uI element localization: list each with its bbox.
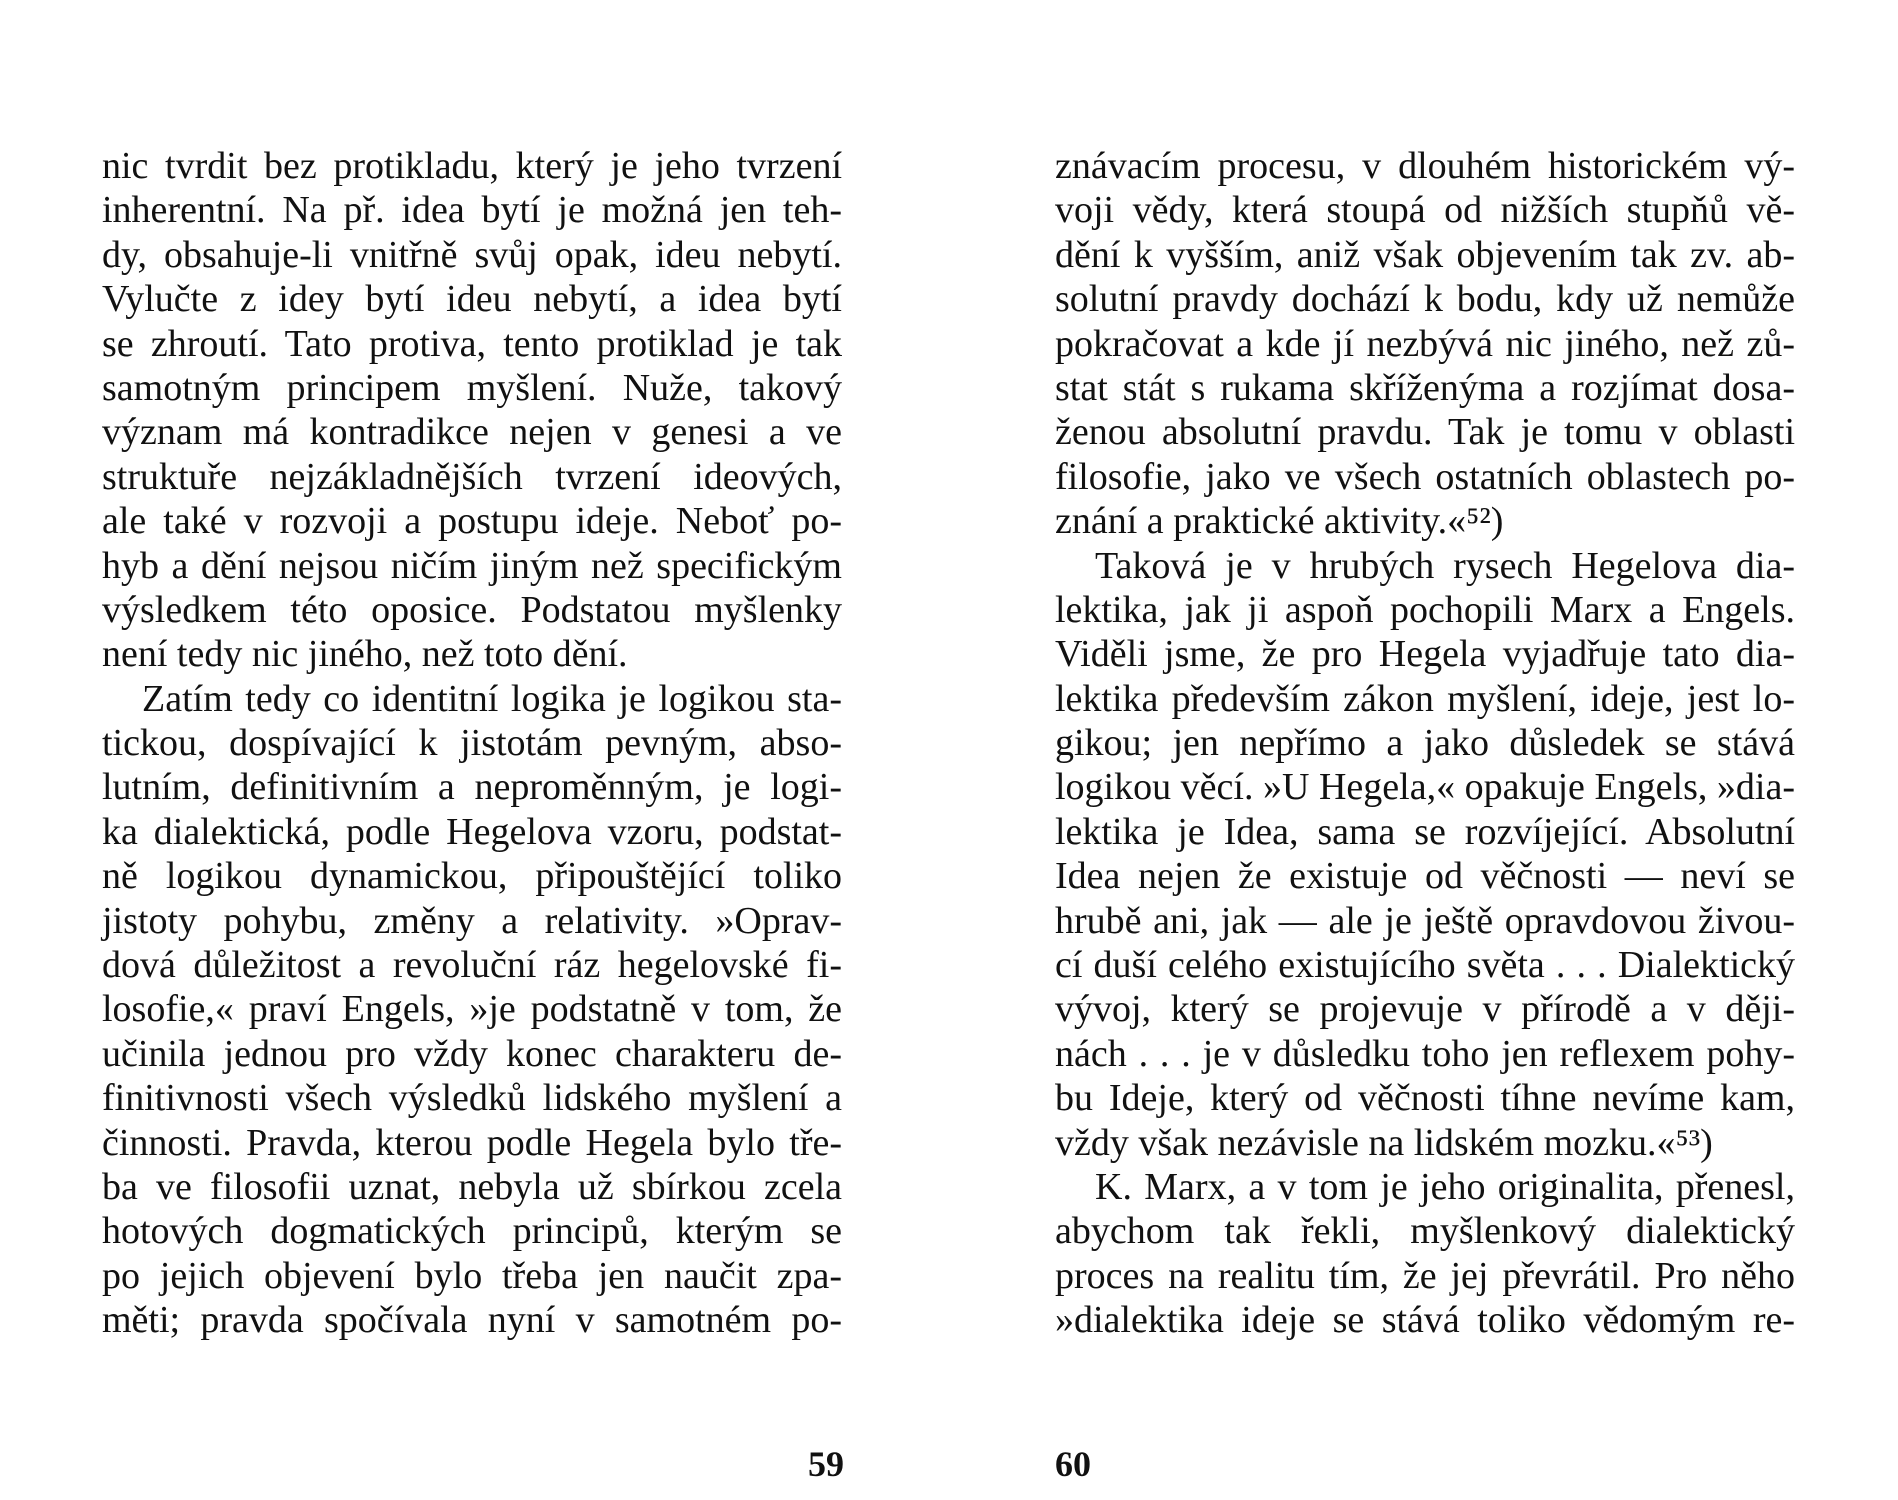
text-line: K. Marx, a v tom je jeho originalita, přenesl,	[1095, 1165, 1795, 1208]
text-line: voji vědy, která stoupá od nižších stupňů vě-	[1055, 189, 1795, 232]
text-line: dění k vyšším, aniž však objevením tak zv. ab-	[1055, 233, 1795, 276]
text-line: není tedy nic jiného, než toto dění.	[102, 633, 628, 676]
text-line: ně logikou dynamickou, připouštějící toliko	[102, 855, 842, 898]
text-line: samotným principem myšlení. Nuže, takový	[102, 366, 842, 409]
text-line: pokračovat a kde jí nezbývá nic jiného, než zů-	[1055, 322, 1795, 365]
text-line: losofie,« praví Engels, »je podstatně v tom, že	[102, 988, 842, 1031]
page-number-right: 60	[1055, 1444, 1091, 1484]
text-line: inherentní. Na př. idea bytí je možná jen teh-	[102, 189, 842, 232]
text-line: Taková je v hrubých rysech Hegelova dia-	[1095, 544, 1795, 587]
text-line: hrubě ani, jak — ale je ještě opravdovou živou-	[1055, 899, 1795, 942]
text-line: vývoj, který se projevuje v přírodě a v ději-	[1055, 988, 1795, 1031]
text-line: filosofie, jako ve všech ostatních oblastech po-	[1055, 455, 1795, 498]
text-line: lektika, jak ji aspoň pochopili Marx a Engels.	[1055, 588, 1795, 631]
text-line: abychom tak řekli, myšlenkový dialektický	[1055, 1210, 1795, 1253]
text-line: finitivnosti všech výsledků lidského myšlení a	[102, 1077, 842, 1120]
text-line: Vylučte z idey bytí ideu nebytí, a idea bytí	[102, 278, 842, 321]
left-page-text	[102, 144, 842, 1343]
text-line: lektika především zákon myšlení, ideje, jest lo-	[1055, 677, 1795, 720]
text-line: dy, obsahuje-li vnitřně svůj opak, ideu nebytí.	[102, 233, 842, 276]
text-line: význam má kontradikce nejen v genesi a ve	[102, 411, 842, 454]
text-line: hyb a dění nejsou ničím jiným než specifickým	[102, 544, 842, 587]
text-line: proces na realitu tím, že jej převrátil. Pro něho	[1055, 1254, 1795, 1297]
text-line: Idea nejen že existuje od věčnosti — neví se	[1055, 855, 1795, 898]
text-line: Zatím tedy co identitní logika je logikou sta-	[142, 677, 842, 720]
text-line: lektika je Idea, sama se rozvíjející. Absolutní	[1055, 810, 1795, 853]
text-line: ale také v rozvoji a postupu ideje. Neboť po-	[102, 500, 842, 543]
text-line: solutní pravdy dochází k bodu, kdy už nemůže	[1055, 278, 1795, 321]
text-line: učinila jednou pro vždy konec charakteru de-	[102, 1032, 842, 1075]
text-line: po jejich objevení bylo třeba jen naučit zpa-	[102, 1254, 842, 1297]
page-number-left: 59	[808, 1444, 844, 1484]
text-line: Viděli jsme, že pro Hegela vyjadřuje tato dia-	[1055, 633, 1795, 676]
text-line: znání a praktické aktivity.«⁵²)	[1055, 500, 1504, 543]
text-line: výsledkem této oposice. Podstatou myšlenky	[102, 588, 842, 631]
text-line: nách . . . je v důsledku toho jen reflexem pohy-	[1055, 1032, 1795, 1075]
text-line: struktuře nejzákladnějších tvrzení ideových,	[102, 455, 842, 498]
text-line: lutním, definitivním a neproměnným, je logi-	[102, 766, 842, 809]
text-line: dová důležitost a revoluční ráz hegelovské fi-	[102, 944, 842, 987]
text-line: vždy však nezávisle na lidském mozku.«⁵³)	[1055, 1121, 1713, 1164]
text-line: stat stát s rukama skříženýma a rozjímat dosa-	[1055, 366, 1795, 409]
text-line: činnosti. Pravda, kterou podle Hegela bylo tře-	[102, 1121, 842, 1164]
text-line: jistoty pohybu, změny a relativity. »Oprav-	[102, 899, 842, 942]
text-line: se zhroutí. Tato protiva, tento protiklad je tak	[102, 322, 842, 365]
text-line: ba ve filosofii uznat, nebyla už sbírkou zcela	[102, 1165, 842, 1208]
text-line: nic tvrdit bez protikladu, který je jeho tvrzení	[102, 145, 842, 187]
right-page-text	[1055, 144, 1795, 1343]
text-line: »dialektika ideje se stává toliko vědomým re-	[1055, 1299, 1795, 1342]
text-line: měti; pravda spočívala nyní v samotném po-	[102, 1299, 842, 1342]
text-line: bu Ideje, který od věčnosti tíhne nevíme kam,	[1055, 1077, 1795, 1120]
text-line: hotových dogmatických principů, kterým se	[102, 1210, 842, 1253]
left-page	[102, 144, 842, 1343]
text-line: ka dialektická, podle Hegelova vzoru, podstat-	[102, 810, 842, 853]
text-line: tickou, dospívající k jistotám pevným, abso-	[102, 722, 842, 765]
text-line: znávacím procesu, v dlouhém historickém vý-	[1055, 145, 1795, 187]
right-page	[1055, 144, 1795, 1343]
text-line: logikou věcí. »U Hegela,« opakuje Engels, »dia-	[1055, 766, 1795, 809]
text-line: cí duší celého existujícího světa . . . Dialektický	[1055, 944, 1795, 987]
text-line: gikou; jen nepřímo a jako důsledek se stává	[1055, 722, 1795, 765]
text-line: ženou absolutní pravdu. Tak je tomu v oblasti	[1055, 411, 1795, 454]
